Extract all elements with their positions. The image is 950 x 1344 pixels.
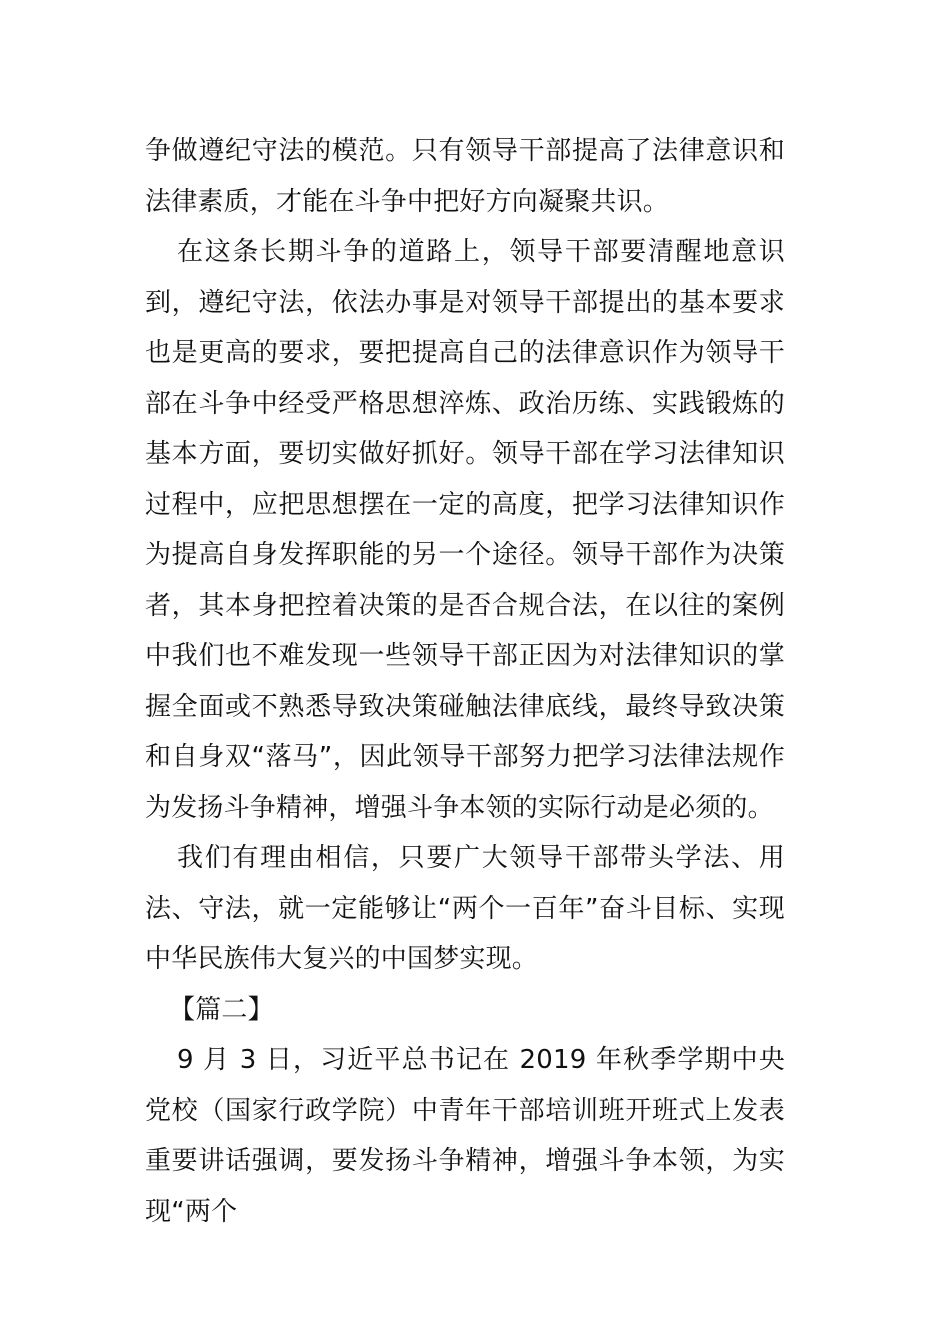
paragraph-conclusion: 我们有理由相信，只要广大领导干部带头学法、用法、守法，就一定能够让“两个一百年”奋斗目标、实现中华民族伟大复兴的中国梦实现。 — [145, 843, 785, 974]
section-heading: 【篇二】 — [169, 994, 274, 1025]
paragraph-section-two-intro: 9 月 3 日，习近平总书记在 2019 年秋季学期中央党校（国家行政学院）中青年干部培训班开班式上发表重要讲话强调，要发扬斗争精神，增强斗争本领，为实现“两个 — [145, 1045, 785, 1227]
paragraph-legal-awareness: 在这条长期斗争的道路上，领导干部要清醒地意识到，遵纪守法，依法办事是对领导干部提出的基本要求也是更高的要求，要把提高自己的法律意识作为领导干部在斗争中经受严格思想淬炼、政治历练、实践锻炼的基本方面，要切实做好抓好。领导干部在学习法律知识过程中，应把思想摆在一定的高度，把学习法律知识作为提高自身发挥职能的另一个途径。领导干部作为决策者，其本身把控着决策的是否合规合法，在以往的案例中我们也不难发现一些领导干部正因为对法律知识的掌握全面或不熟悉导致决策碰触法律底线，最终导致决策和自身双“落马”，因此领导干部努力把学习法律法规作为发扬斗争精神，增强斗争本领的实际行动是必须的。 — [145, 237, 785, 823]
document-body — [145, 126, 785, 1237]
paragraph-continuation: 争做遵纪守法的模范。只有领导干部提高了法律意识和法律素质，才能在斗争中把好方向凝聚共识。 — [145, 136, 785, 217]
